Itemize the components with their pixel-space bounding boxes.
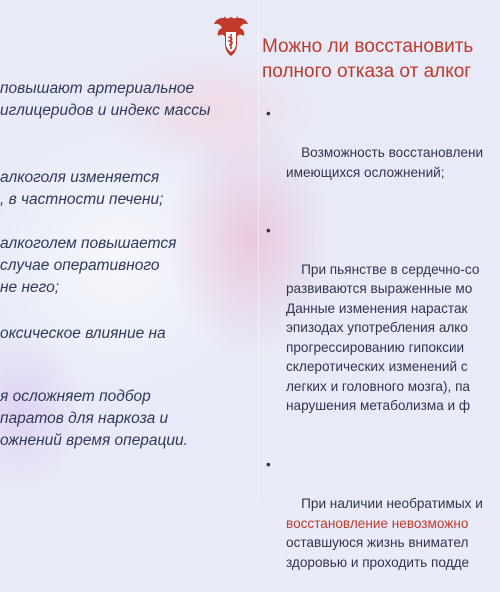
left-text-item: повышают артериальное иглицеридов и индекс массы <box>0 80 211 119</box>
left-text-item: я осложняет подбор паратов для наркоза и ожнений время операции. <box>0 388 188 449</box>
left-text-item: алкоголя изменяется , в частности печени; <box>0 169 164 208</box>
bullet-icon: • <box>266 457 271 472</box>
left-text-item: оксическое влияние на <box>0 325 166 342</box>
bullet-icon: • <box>266 106 271 121</box>
slide-divider <box>258 0 259 500</box>
list-item-text: При наличии необратимых и восстановление невозможно оставшуюся жизнь внимател здоровью и проходить подде <box>286 496 483 570</box>
left-slide-fragment <box>0 0 258 500</box>
bullet-icon: • <box>266 222 271 238</box>
list-item <box>266 455 483 592</box>
slide-title: Можно ли восстановить полного отказа от алког <box>262 36 474 82</box>
list-item-text: При пьянстве в сердечно-со развиваются выраженные мо Данные изменения нарастак эпизодах употребления алко прогрессированию гипоксии склеротических изменений с легких и головного мозга), па нарушения метаболизма и ф <box>286 261 480 413</box>
list-item-text: Возможность восстановлени имеющихся осложнений; <box>286 145 484 180</box>
list-item <box>266 221 483 436</box>
ministry-of-health-emblem-icon <box>212 14 250 58</box>
left-text-item: алкоголем повышается случае оперативного не него; <box>0 235 177 296</box>
highlighted-text: восстановление невозможно <box>286 515 469 531</box>
right-bullet-list <box>266 104 483 592</box>
list-item <box>266 104 483 202</box>
